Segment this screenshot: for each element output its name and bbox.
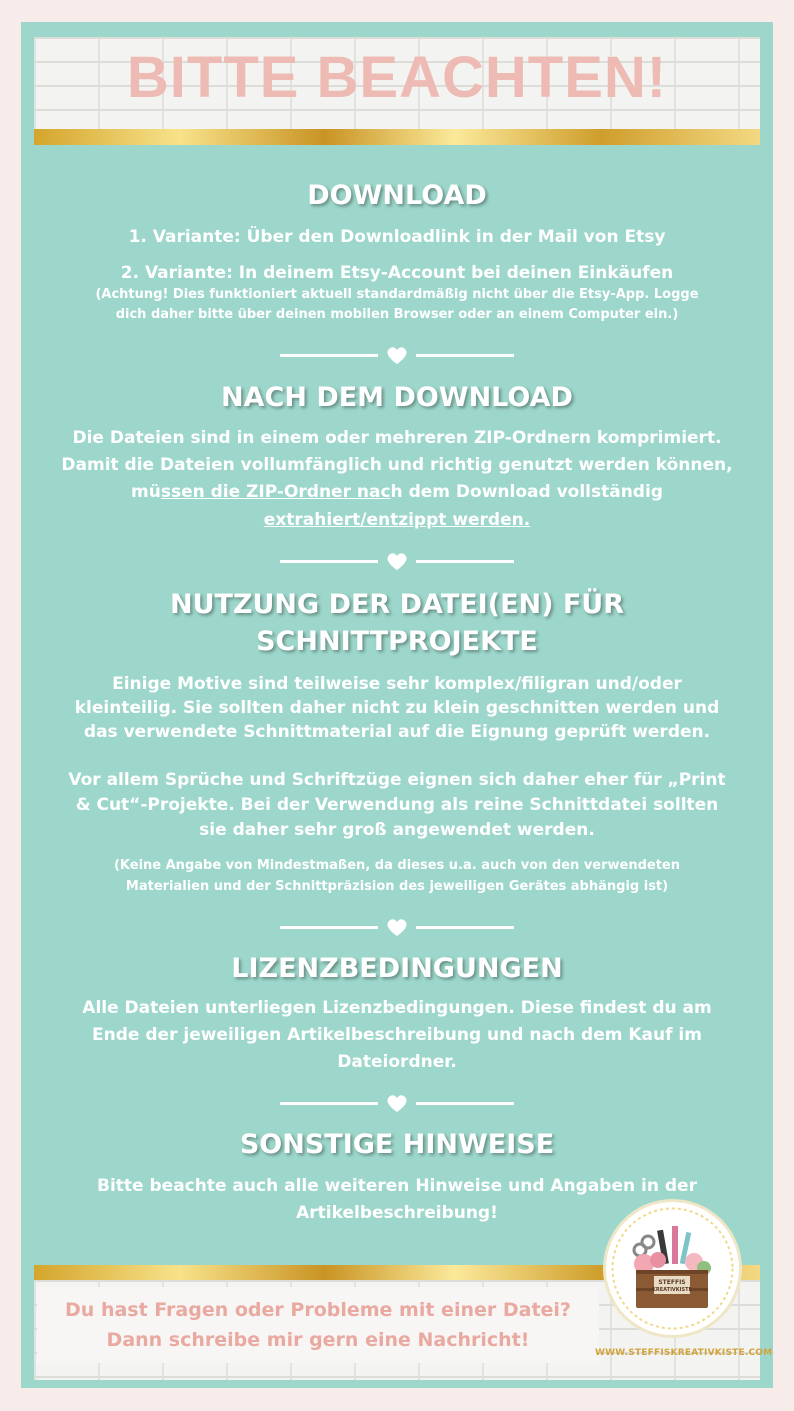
after-line-4: extrahiert/entzippt werden. — [263, 510, 531, 530]
brand-logo — [606, 1202, 739, 1335]
svg-text:KREATIVKISTE: KREATIVKISTE — [652, 1287, 692, 1293]
contact-line-2: Dann schreibe mir gern eine Nachricht! — [106, 1329, 530, 1351]
section-heading-other: SONSTIGE HINWEISE — [239, 1129, 555, 1160]
license-line-1: Alle Dateien unterliegen Lizenzbedingungen. Diese findest du am — [82, 998, 712, 1018]
section-heading-usage-1: NUTZUNG DER DATEI(EN) FÜR — [169, 589, 625, 620]
divider — [280, 345, 514, 365]
gold-stripe-top — [34, 129, 760, 145]
usage-p2-line-3: sie daher sehr groß angewendet werden. — [199, 820, 595, 840]
usage-p1-line-1: Einige Motive sind teilweise sehr komplex/filigran und/oder — [112, 674, 682, 694]
after-line-2: Damit die Dateien vollumfänglich und richtig genutzt werden können, — [61, 455, 733, 475]
download-note-1: (Achtung! Dies funktioniert aktuell standardmäßig nicht über die Etsy-App. Logge — [95, 287, 699, 302]
usage-p2-line-2: & Cut“-Projekte. Bei der Verwendung als reine Schnittdatei sollten — [75, 795, 719, 815]
section-heading-usage-2: SCHNITTPROJEKTE — [256, 626, 538, 657]
license-line-3: Dateiordner. — [337, 1052, 457, 1072]
logo-crate-icon — [606, 1202, 739, 1335]
other-line-1: Bitte beachte auch alle weiteren Hinweise und Angaben in der — [97, 1176, 697, 1196]
download-note-2: dich daher bitte über deinen mobilen Browser oder an einem Computer ein.) — [115, 307, 679, 322]
after-line-1: Die Dateien sind in einem oder mehreren ZIP-Ordnern komprimiert. — [72, 428, 722, 448]
license-line-2: Ende der jeweiligen Artikelbeschreibung und nach dem Kauf im — [92, 1025, 702, 1045]
heart-icon — [382, 551, 412, 571]
heart-icon — [382, 345, 412, 365]
usage-p1-line-2: kleinteilig. Sie sollten daher nicht zu klein geschnitten werden und — [74, 698, 720, 718]
download-variant-2: 2. Variante: In deinem Etsy-Account bei deinen Einkäufen — [120, 263, 674, 283]
contact-line-1: Du hast Fragen oder Probleme mit einer Datei? — [65, 1299, 571, 1321]
svg-text:STEFFIS: STEFFIS — [658, 1279, 686, 1286]
heart-icon — [382, 1093, 412, 1113]
after-line-3: müssen die ZIP-Ordner nach dem Download vollständig — [131, 482, 663, 502]
divider — [280, 551, 514, 571]
section-heading-license: LIZENZBEDINGUNGEN — [231, 953, 563, 984]
contact-box — [37, 1287, 599, 1363]
usage-p2-line-1: Vor allem Sprüche und Schriftzüge eignen sich daher eher für „Print — [68, 770, 726, 790]
divider — [280, 917, 514, 937]
download-variant-1: 1. Variante: Über den Downloadlink in der Mail von Etsy — [128, 227, 666, 247]
heart-icon — [382, 917, 412, 937]
section-heading-download: DOWNLOAD — [307, 180, 487, 211]
website-url: WWW.STEFFISKREATIVKISTE.COM — [595, 1348, 773, 1358]
section-heading-after-download: NACH DEM DOWNLOAD — [221, 382, 573, 413]
usage-note-1: (Keine Angabe von Mindestmaßen, da dieses u.a. auch von den verwendeten — [113, 858, 681, 873]
other-line-2: Artikelbeschreibung! — [296, 1203, 498, 1223]
usage-note-2: Materialien und der Schnittpräzision des jeweiligen Gerätes abhängig ist) — [125, 879, 669, 894]
usage-p1-line-3: das verwendete Schnittmaterial auf die Eignung geprüft werden. — [83, 722, 711, 742]
page-title: BITTE BEACHTEN! — [126, 45, 668, 110]
divider — [280, 1093, 514, 1113]
